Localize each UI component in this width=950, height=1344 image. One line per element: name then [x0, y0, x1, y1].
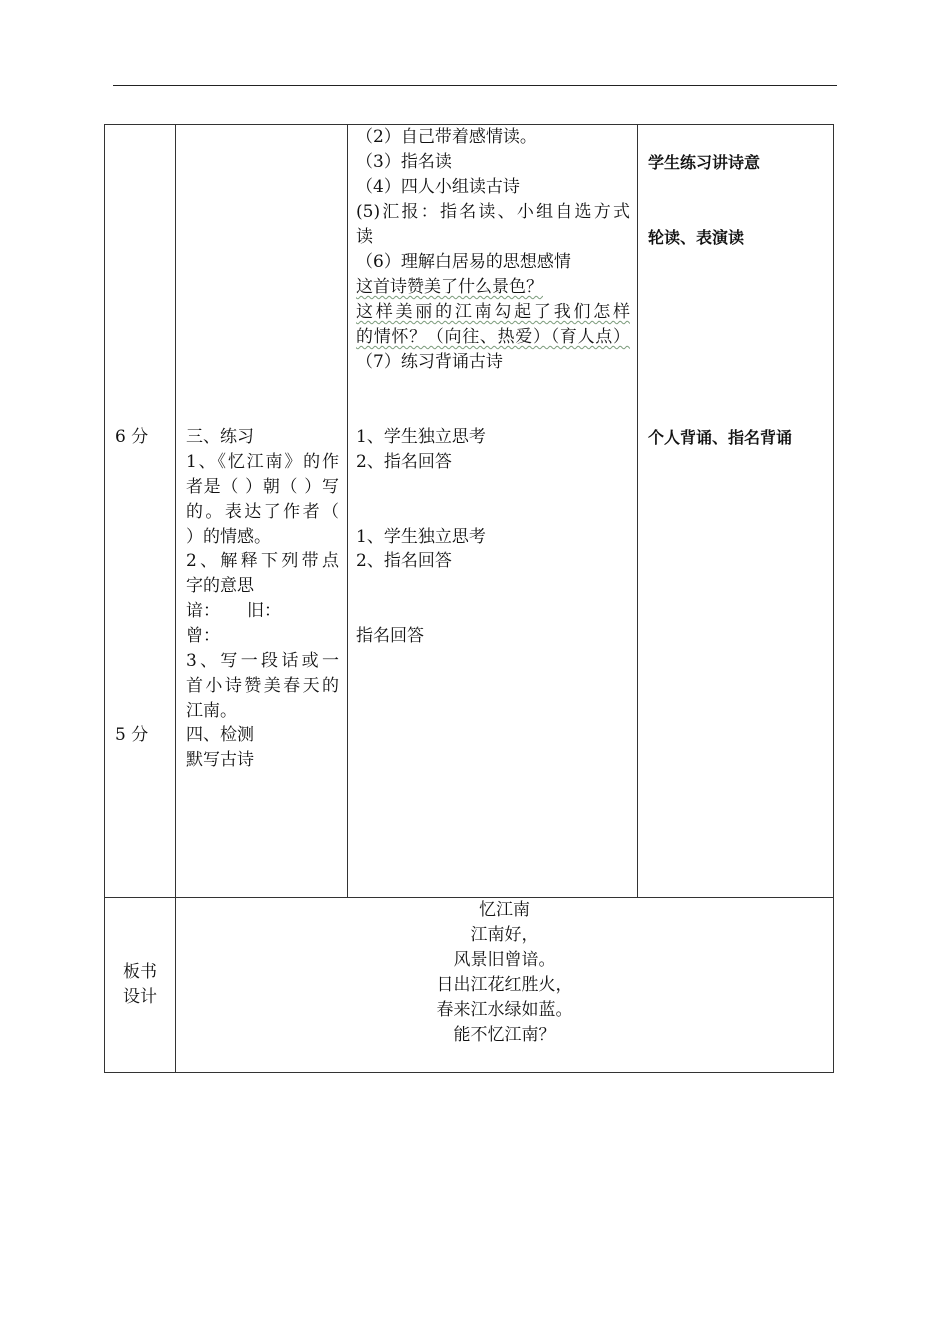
content-line: 三、练习	[186, 427, 254, 447]
content-line: 四、检测	[186, 725, 254, 745]
activity-line: （4）四人小组读古诗	[356, 177, 520, 197]
practice-step: 1、学生独立思考	[356, 527, 486, 547]
activity-line: （6）理解白居易的思想感情	[356, 252, 571, 272]
board-label-cell	[105, 898, 176, 1073]
time-label-5: 5 分	[115, 725, 149, 745]
activity-line: （2）自己带着感情读。	[356, 127, 537, 147]
activity-line: （3）指名读	[356, 152, 452, 172]
student-activity: 轮读、表演读	[648, 228, 745, 247]
activity-line: 的情怀？（向往、热爱）（育人点）	[356, 327, 630, 347]
content-line: 谙： 旧：	[186, 601, 282, 621]
activity-line: 这首诗赞美了什么景色？	[356, 277, 543, 297]
student-activity-cell	[638, 125, 834, 898]
activity-line: （7）练习背诵古诗	[356, 352, 503, 372]
content-cell	[176, 125, 348, 898]
content-line: 默写古诗	[186, 750, 254, 770]
content-line: 曾：	[186, 626, 220, 646]
time-cell	[105, 125, 176, 898]
poem-line: 江南好，	[470, 925, 539, 945]
practice-step: 指名回答	[356, 626, 424, 646]
content-line: 者是（ ）朝（ ）写	[186, 477, 339, 497]
poem-title: 忆江南	[479, 900, 530, 920]
content-line: 江南。	[186, 701, 237, 721]
content-line: ）的情感。	[186, 527, 271, 547]
header-rule	[113, 85, 837, 86]
content-line: 字的意思	[186, 576, 254, 596]
practice-step: 2、指名回答	[356, 452, 452, 472]
content-line: 的。表达了作者（	[186, 502, 339, 522]
poem-line: 日出江花红胜火，	[436, 975, 573, 995]
poem-line: 春来江水绿如蓝。	[436, 1000, 573, 1020]
board-design-row	[105, 898, 834, 1073]
poem-line: 风景旧曾谙。	[453, 950, 556, 970]
student-activity: 个人背诵、指名背诵	[648, 428, 793, 447]
teacher-activity-cell	[348, 125, 638, 898]
process-row	[105, 125, 834, 898]
time-label-6: 6 分	[115, 427, 149, 447]
practice-step: 2、指名回答	[356, 551, 452, 571]
content-line: 2、解释下列带点	[186, 551, 339, 571]
activity-line: 读	[356, 227, 373, 247]
content-line: 首小诗赞美春天的	[186, 676, 339, 696]
activity-line: (5)汇报：指名读、小组自选方式	[356, 202, 630, 222]
poem-line: 能不忆江南？	[453, 1025, 556, 1045]
content-line: 1、《忆江南》的作	[186, 452, 339, 472]
content-line: 3、写一段话或一	[186, 651, 339, 671]
board-poem-cell	[176, 898, 834, 1073]
board-label: 板书	[123, 962, 157, 982]
lesson-plan-table	[104, 124, 834, 1073]
activity-line: 这样美丽的江南勾起了我们怎样	[356, 302, 630, 322]
student-activity: 学生练习讲诗意	[648, 153, 761, 172]
practice-step: 1、学生独立思考	[356, 427, 486, 447]
board-label: 设计	[123, 987, 157, 1007]
